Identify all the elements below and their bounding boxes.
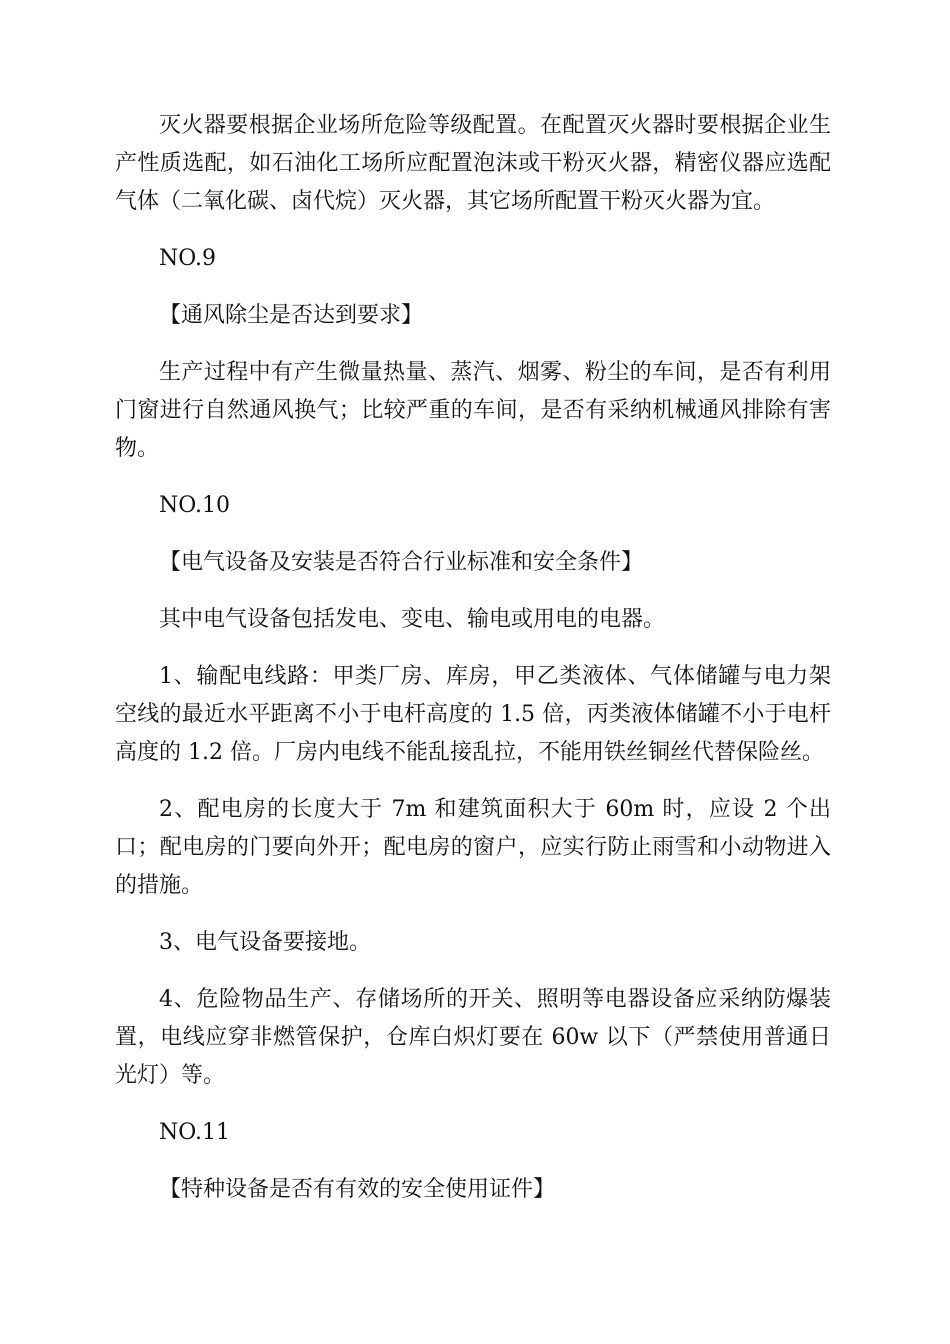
paragraph-ventilation: 生产过程中有产生微量热量、蒸汽、烟雾、粉尘的车间，是否有利用门窗进行自然通风换气；比较严重的车间，是否有采纳机械通风排除有害物。 <box>115 360 831 461</box>
paragraph-fire-extinguisher-config: 灭火器要根据企业场所危险等级配置。在配置灭火器时要根据企业生产性质选配，如石油化工场所应配置泡沫或干粉灭火器，精密仪器应选配气体（二氧化碳、卤代烷）灭火器，其它场所配置干粉灭火器为宜。 <box>115 113 831 214</box>
paragraph-electrical-item-2: 2、配电房的长度大于 7m 和建筑面积大于 60m 时，应设 2 个出口；配电房的门要向外开；配电房的窗户，应实行防止雨雪和小动物进入的措施。 <box>115 797 831 898</box>
section-number-9: NO.9 <box>159 246 216 271</box>
section-number-10: NO.10 <box>159 493 230 518</box>
paragraph-electrical-intro: 其中电气设备包括发电、变电、输电或用电的电器。 <box>159 607 666 632</box>
document-body <box>115 107 831 1228</box>
paragraph-electrical-item-3: 3、电气设备要接地。 <box>159 930 371 955</box>
section-heading-ventilation: 【通风除尘是否达到要求】 <box>159 303 424 328</box>
section-number-11: NO.11 <box>159 1120 230 1145</box>
section-heading-electrical: 【电气设备及安装是否符合行业标准和安全条件】 <box>159 550 644 575</box>
paragraph-electrical-item-4: 4、危险物品生产、存储场所的开关、照明等电器设备应采纳防爆装置，电线应穿非燃管保护，仓库白炽灯要在 60w 以下（严禁使用普通日光灯）等。 <box>115 987 831 1088</box>
paragraph-electrical-item-1: 1、输配电线路：甲类厂房、库房，甲乙类液体、气体储罐与电力架空线的最近水平距离不小于电杆高度的 1.5 倍，丙类液体储罐不小于电杆高度的 1.2 倍。厂房内电线不能乱接乱拉，不能用铁丝铜丝代替保险丝。 <box>115 664 831 765</box>
section-heading-special-equipment: 【特种设备是否有有效的安全使用证件】 <box>159 1177 556 1202</box>
